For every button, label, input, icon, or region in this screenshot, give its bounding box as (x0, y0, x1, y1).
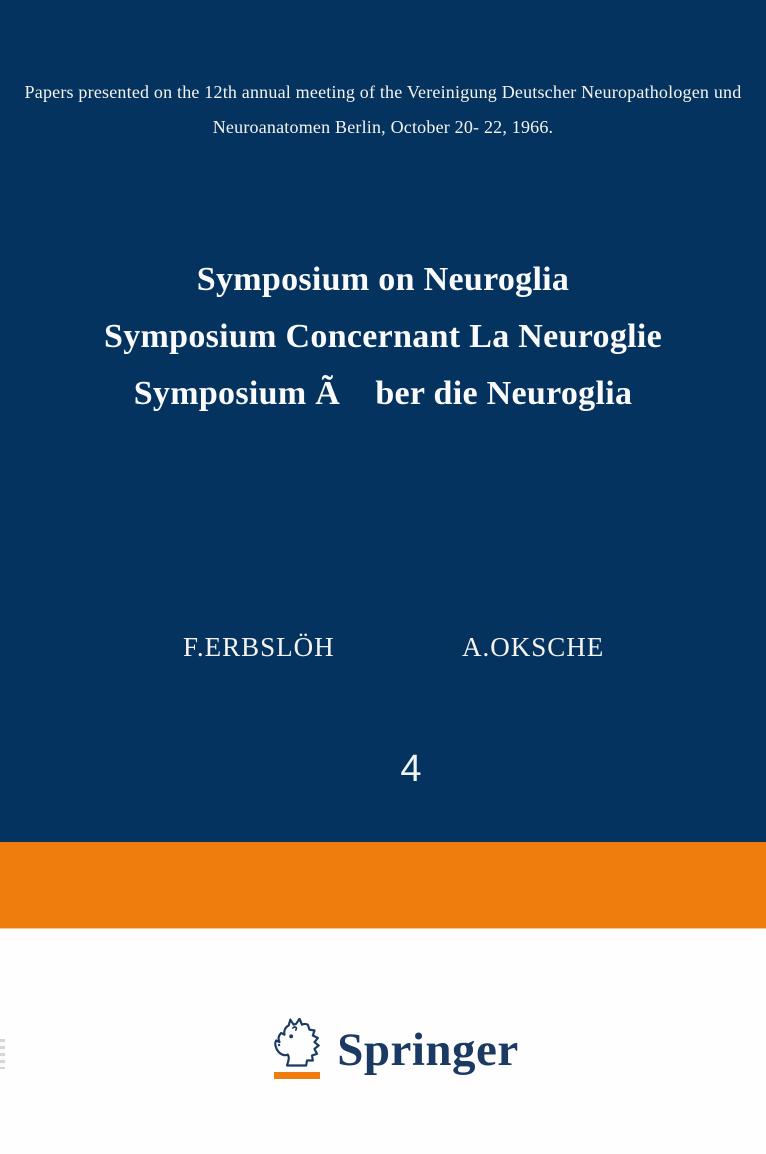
title-french: Symposium Concernant La Neuroglie (103, 318, 663, 355)
springer-logo (12, 929, 766, 1079)
orange-band (0, 842, 766, 929)
meeting-note-line2: Neuroanatomen Berlin, October 20- 22, 1966. (212, 117, 554, 137)
author-oksche: A.OKSCHE (462, 632, 605, 662)
publisher-wordmark: Springer (337, 1024, 519, 1076)
publisher-section (0, 929, 766, 1154)
volume-number: 4 (400, 748, 422, 790)
springer-horse-icon (271, 1018, 323, 1079)
title-english: Symposium on Neuroglia (196, 261, 570, 298)
meeting-note-line1: Papers presented on the 12th annual meeting of the Vereinigung Deutscher Neuropathologen und (24, 82, 742, 102)
logo-orange-underline (274, 1072, 320, 1079)
author-erbsloeh: F.ERBSLÖH (183, 632, 335, 662)
scan-edge-artifact (0, 1039, 5, 1069)
title-german: Symposium Ã ber die Neuroglia (133, 375, 633, 412)
